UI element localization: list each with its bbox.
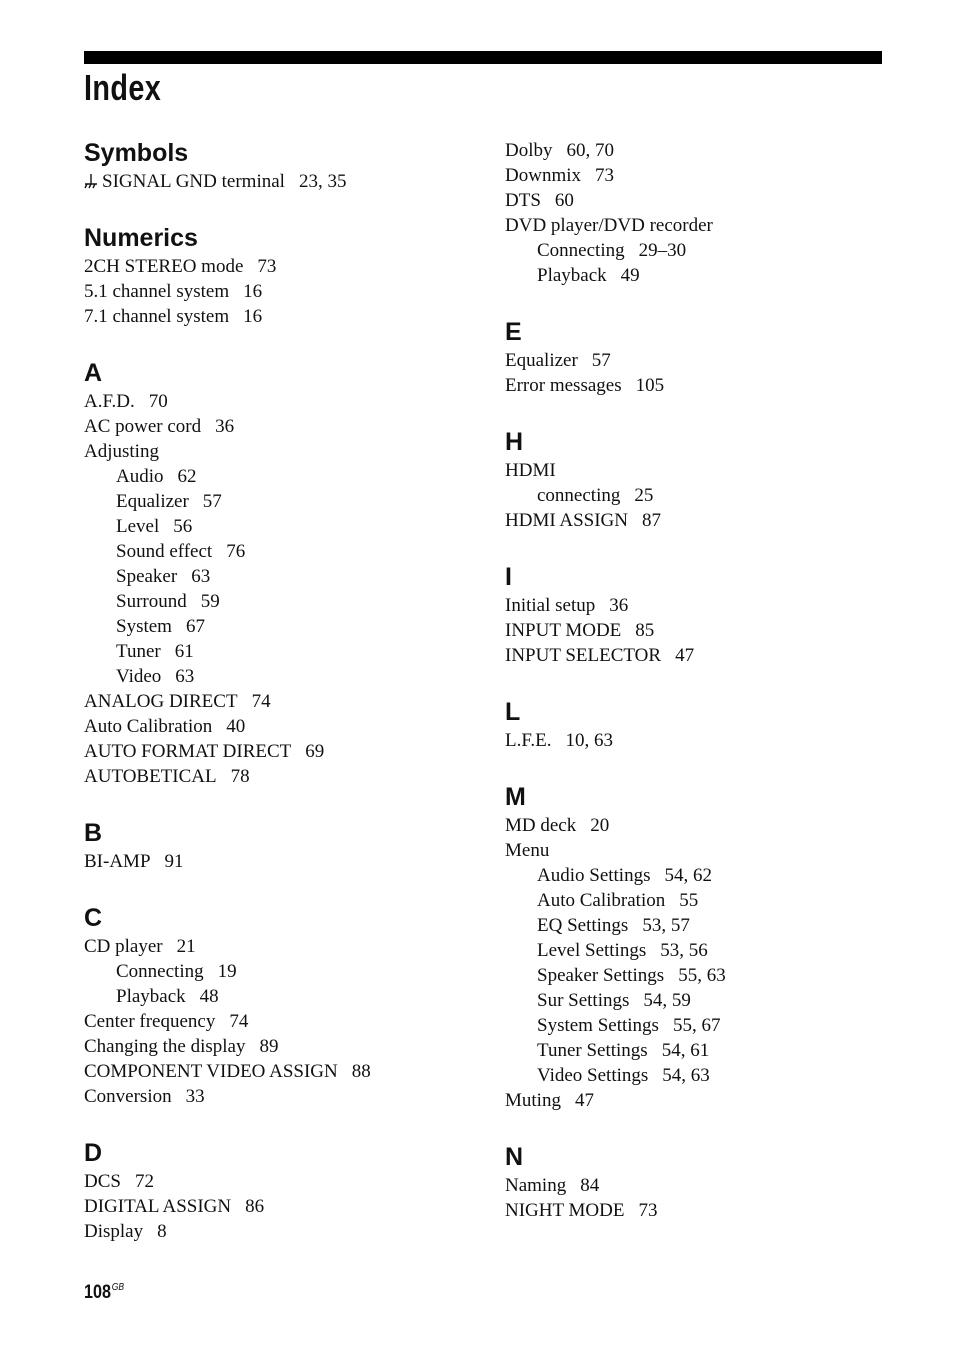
entry-page-ref: 59 [200, 591, 220, 612]
page-number-value: 108 [84, 1282, 111, 1303]
entry-term: Speaker [116, 566, 178, 587]
entry-page-ref: 16 [243, 306, 263, 327]
entry-term: INPUT SELECTOR [505, 645, 662, 666]
entry-term: DTS [505, 190, 541, 211]
index-entry [505, 643, 905, 668]
index-entry [84, 414, 484, 439]
entry-page-ref: 19 [217, 961, 237, 982]
entry-page-ref: 86 [245, 1196, 265, 1217]
entry-page-ref: 63 [175, 666, 195, 687]
index-entry [505, 163, 905, 188]
index-entry [84, 1034, 484, 1059]
entry-page-ref: 55, 67 [672, 1015, 721, 1036]
index-entry [505, 593, 905, 618]
entry-page-ref: 76 [226, 541, 246, 562]
entry-page-ref: 20 [590, 815, 610, 836]
entry-term: Audio [116, 466, 164, 487]
page-number-suffix: GB [111, 1282, 125, 1293]
entry-page-ref: 72 [134, 1171, 154, 1192]
index-subentry [84, 984, 484, 1009]
entry-term: Audio Settings [537, 865, 651, 886]
entry-term: 7.1 channel system [84, 306, 230, 327]
section-heading: Symbols [84, 139, 189, 167]
entry-page-ref: 57 [591, 350, 611, 371]
entry-page-ref: 60, 70 [566, 140, 614, 161]
index-entry [84, 739, 484, 764]
index-entry [84, 764, 484, 789]
index-entry [84, 254, 484, 279]
entry-page-ref: 74 [229, 1011, 249, 1032]
index-entry [84, 439, 484, 464]
entry-page-ref: 55, 63 [678, 965, 726, 986]
entry-page-ref: 63 [191, 566, 211, 587]
entry-term: Equalizer [116, 491, 189, 512]
index-subentry [505, 888, 905, 913]
index-section [84, 223, 484, 329]
entry-term: Surround [116, 591, 187, 612]
index-entry [84, 1084, 484, 1109]
entry-term: Initial setup [505, 595, 596, 616]
entry-page-ref: 48 [199, 986, 219, 1007]
entry-term: DIGITAL ASSIGN [84, 1196, 232, 1217]
top-rule [84, 51, 882, 64]
entry-term: Video Settings [537, 1065, 649, 1086]
section-heading: Numerics [84, 224, 198, 252]
index-subentry [505, 263, 905, 288]
entry-page-ref: 8 [157, 1221, 167, 1242]
entry-page-ref: 70 [148, 391, 168, 412]
entry-term: HDMI ASSIGN [505, 510, 628, 531]
entry-term: Level [116, 516, 160, 537]
index-subentry [84, 614, 484, 639]
entry-term: ANALOG DIRECT [84, 691, 238, 712]
entry-term: CD player [84, 936, 163, 957]
entry-term: Video [116, 666, 162, 687]
index-section [505, 138, 905, 288]
index-entry [505, 1173, 905, 1198]
entry-term: Playback [116, 986, 186, 1007]
entry-term: Dolby [505, 140, 553, 161]
index-subentry [84, 514, 484, 539]
signal-gnd-icon [84, 173, 98, 189]
index-section [84, 138, 484, 194]
entry-term: NIGHT MODE [505, 1200, 625, 1221]
entry-term: Error messages [505, 375, 622, 396]
entry-page-ref: 53, 57 [642, 915, 690, 936]
entry-term: COMPONENT VIDEO ASSIGN [84, 1061, 338, 1082]
section-heading: B [84, 819, 103, 847]
entry-page-ref: 36 [215, 416, 235, 437]
entry-term: AC power cord [84, 416, 202, 437]
page-number [84, 1282, 124, 1304]
index-subentry [505, 963, 905, 988]
entry-term: Sur Settings [537, 990, 630, 1011]
index-section [505, 782, 905, 1113]
index-entry [84, 849, 484, 874]
entry-term: DCS [84, 1171, 121, 1192]
index-entry [84, 169, 484, 194]
entry-term: BI-AMP [84, 851, 151, 872]
entry-page-ref: 62 [177, 466, 197, 487]
index-section [84, 1138, 484, 1244]
index-entry [84, 279, 484, 304]
index-subentry [84, 489, 484, 514]
entry-page-ref: 67 [185, 616, 205, 637]
index-entry [505, 813, 905, 838]
index-entry [505, 188, 905, 213]
page-title: Index [84, 67, 162, 108]
entry-page-ref: 25 [634, 485, 654, 506]
index-subentry [505, 483, 905, 508]
index-subentry [505, 863, 905, 888]
entry-page-ref: 87 [642, 510, 661, 531]
index-subentry [505, 988, 905, 1013]
entry-page-ref: 54, 62 [664, 865, 712, 886]
entry-term: Display [84, 1221, 144, 1242]
entry-term: Center frequency [84, 1011, 216, 1032]
entry-term: Auto Calibration [84, 716, 213, 737]
entry-term: A.F.D. [84, 391, 135, 412]
entry-page-ref: 61 [174, 641, 194, 662]
index-subentry [505, 1063, 905, 1088]
section-heading: D [84, 1139, 103, 1167]
entry-term: SIGNAL GND terminal [102, 171, 285, 192]
index-entry [84, 714, 484, 739]
entry-term: Naming [505, 1175, 567, 1196]
entry-page-ref: 73 [595, 165, 614, 186]
entry-page-ref: 89 [259, 1036, 279, 1057]
index-entry [505, 728, 905, 753]
entry-term: Connecting [116, 961, 204, 982]
index-subentry [505, 1038, 905, 1063]
index-subentry [84, 539, 484, 564]
index-column-right [505, 138, 905, 1252]
entry-term: Menu [505, 840, 550, 861]
index-section [84, 818, 484, 874]
entry-term: Equalizer [505, 350, 578, 371]
index-subentry [505, 938, 905, 963]
entry-page-ref: 29–30 [638, 240, 687, 261]
entry-term: Muting [505, 1090, 561, 1111]
section-heading: I [505, 563, 512, 591]
index-subentry [84, 959, 484, 984]
index-entry [505, 348, 905, 373]
index-entry [84, 1169, 484, 1194]
section-heading: H [505, 428, 524, 456]
index-entry [84, 1194, 484, 1219]
index-entry [505, 138, 905, 163]
index-entry [84, 1009, 484, 1034]
entry-page-ref: 56 [173, 516, 193, 537]
index-entry [505, 458, 905, 483]
entry-term: connecting [537, 485, 621, 506]
entry-term: Downmix [505, 165, 581, 186]
section-heading: L [505, 698, 521, 726]
index-section [505, 317, 905, 398]
entry-term: INPUT MODE [505, 620, 622, 641]
entry-page-ref: 74 [251, 691, 271, 712]
index-entry [84, 1059, 484, 1084]
section-heading: E [505, 318, 522, 346]
entry-term: AUTOBETICAL [84, 766, 217, 787]
entry-page-ref: 33 [185, 1086, 205, 1107]
index-entry [505, 838, 905, 863]
section-heading: M [505, 783, 526, 811]
entry-page-ref: 21 [176, 936, 196, 957]
index-entry [505, 373, 905, 398]
entry-page-ref: 55 [679, 890, 699, 911]
entry-term: Tuner [116, 641, 161, 662]
index-subentry [84, 589, 484, 614]
entry-page-ref: 16 [243, 281, 263, 302]
entry-page-ref: 73 [257, 256, 277, 277]
entry-page-ref: 54, 61 [661, 1040, 710, 1061]
entry-page-ref: 54, 59 [643, 990, 691, 1011]
index-subentry [505, 913, 905, 938]
entry-term: Tuner Settings [537, 1040, 648, 1061]
entry-page-ref: 54, 63 [662, 1065, 710, 1086]
entry-term: Sound effect [116, 541, 213, 562]
entry-term: System [116, 616, 172, 637]
entry-term: System Settings [537, 1015, 659, 1036]
index-section [84, 903, 484, 1109]
entry-term: Connecting [537, 240, 625, 261]
section-heading: N [505, 1143, 524, 1171]
entry-term: Conversion [84, 1086, 172, 1107]
index-section [505, 1142, 905, 1223]
section-heading: C [84, 904, 103, 932]
index-subentry [84, 564, 484, 589]
index-entry [84, 304, 484, 329]
entry-term: Playback [537, 265, 607, 286]
entry-term: Adjusting [84, 441, 159, 462]
entry-term: 2CH STEREO mode [84, 256, 244, 277]
entry-page-ref: 49 [620, 265, 640, 286]
index-entry [84, 689, 484, 714]
entry-term: Changing the display [84, 1036, 246, 1057]
entry-term: DVD player/DVD recorder [505, 215, 713, 236]
index-section [84, 358, 484, 789]
index-entry [84, 1219, 484, 1244]
entry-page-ref: 78 [230, 766, 250, 787]
entry-term: EQ Settings [537, 915, 629, 936]
index-entry [505, 618, 905, 643]
index-entry [505, 1088, 905, 1113]
section-heading: A [84, 359, 103, 387]
entry-page-ref: 105 [635, 375, 665, 396]
index-entry [84, 934, 484, 959]
entry-page-ref: 85 [635, 620, 655, 641]
entry-page-ref: 84 [580, 1175, 600, 1196]
index-subentry [505, 1013, 905, 1038]
entry-term: Speaker Settings [537, 965, 665, 986]
entry-term: L.F.E. [505, 730, 552, 751]
entry-page-ref: 91 [164, 851, 184, 872]
index-subentry [84, 664, 484, 689]
index-entry [505, 213, 905, 238]
index-column-left [84, 138, 484, 1273]
index-subentry [505, 238, 905, 263]
entry-page-ref: 36 [609, 595, 629, 616]
entry-term: 5.1 channel system [84, 281, 230, 302]
entry-term: AUTO FORMAT DIRECT [84, 741, 292, 762]
index-section [505, 697, 905, 753]
entry-page-ref: 57 [202, 491, 222, 512]
entry-page-ref: 73 [638, 1200, 658, 1221]
entry-page-ref: 88 [351, 1061, 371, 1082]
entry-page-ref: 53, 56 [660, 940, 708, 961]
entry-term: Level Settings [537, 940, 647, 961]
entry-page-ref: 10, 63 [565, 730, 614, 751]
entry-term: HDMI [505, 460, 556, 481]
entry-page-ref: 69 [305, 741, 325, 762]
index-subentry [84, 639, 484, 664]
entry-term: Auto Calibration [537, 890, 666, 911]
index-entry [505, 1198, 905, 1223]
index-entry [84, 389, 484, 414]
entry-page-ref: 60 [554, 190, 574, 211]
entry-term: MD deck [505, 815, 577, 836]
entry-page-ref: 23, 35 [298, 171, 347, 192]
index-section [505, 562, 905, 668]
index-section [505, 427, 905, 533]
entry-page-ref: 47 [675, 645, 695, 666]
index-subentry [84, 464, 484, 489]
index-entry [505, 508, 905, 533]
entry-page-ref: 40 [226, 716, 246, 737]
entry-page-ref: 47 [574, 1090, 594, 1111]
